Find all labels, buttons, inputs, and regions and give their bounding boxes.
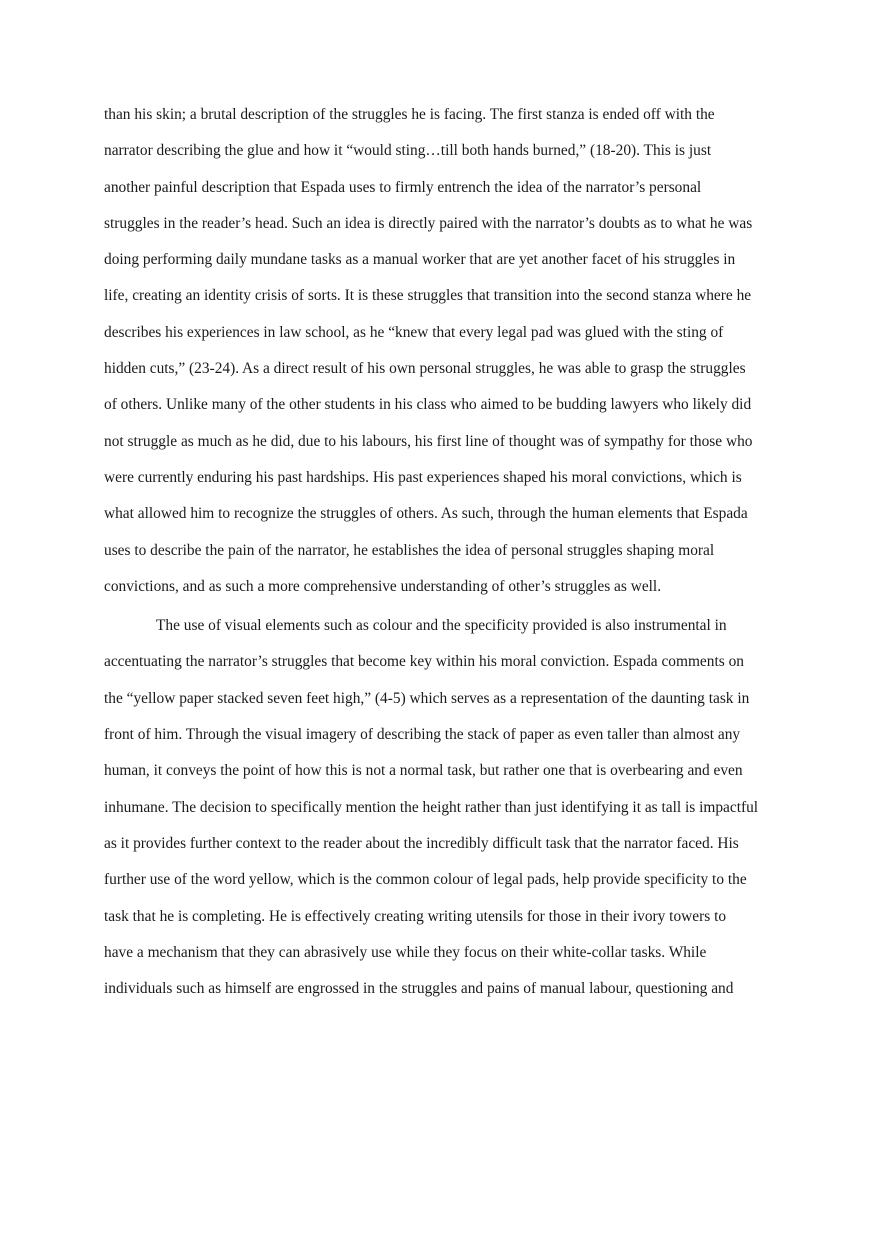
text-line: The use of visual elements such as colour and the specificity provided is also instrumental in	[156, 617, 727, 635]
text-line: doing performing daily mundane tasks as a manual worker that are yet another facet of his struggles in	[104, 251, 736, 269]
text-line: were currently enduring his past hardships. His past experiences shaped his moral convictions, which is	[104, 468, 742, 486]
text-line: not struggle as much as he did, due to his labours, his first line of thought was of sympathy for those who	[104, 432, 753, 450]
text-line: life, creating an identity crisis of sorts. It is these struggles that transition into the second stanza where he	[104, 287, 752, 305]
text-line: what allowed him to recognize the struggles of others. As such, through the human elements that Espada	[104, 505, 748, 523]
text-line: further use of the word yellow, which is the common colour of legal pads, help provide specificity to the	[104, 871, 747, 889]
text-line: hidden cuts,” (23-24). As a direct result of his own personal struggles, he was able to grasp the struggles	[104, 360, 746, 378]
text-line: human, it conveys the point of how this is not a normal task, but rather one that is overbearing and even	[104, 762, 743, 780]
paragraph-2	[104, 608, 784, 1007]
text-line: narrator describing the glue and how it “would sting…till both hands burned,” (18-20). This is just	[104, 142, 712, 160]
text-line: of others. Unlike many of the other students in his class who aimed to be budding lawyers who likely did	[104, 396, 752, 414]
text-line: have a mechanism that they can abrasively use while they focus on their white-collar tasks. While	[104, 943, 707, 961]
text-line: describes his experiences in law school, as he “knew that every legal pad was glued with the sting of	[104, 323, 724, 341]
paragraph-1	[104, 97, 784, 605]
text-line: struggles in the reader’s head. Such an idea is directly paired with the narrator’s doubts as to what he was	[104, 214, 753, 232]
text-line: convictions, and as such a more comprehensive understanding of other’s struggles as well.	[104, 577, 662, 595]
text-line: another painful description that Espada uses to firmly entrench the idea of the narrator’s personal	[104, 178, 702, 196]
text-line: inhumane. The decision to specifically mention the height rather than just identifying it as tall is impactful	[104, 798, 759, 816]
text-line: than his skin; a brutal description of the struggles he is facing. The first stanza is ended off with the	[104, 106, 715, 123]
text-line: front of him. Through the visual imagery of describing the stack of paper as even taller than almost any	[104, 726, 741, 744]
text-line: uses to describe the pain of the narrator, he establishes the idea of personal struggles shaping moral	[104, 541, 715, 559]
text-line: accentuating the narrator’s struggles that become key within his moral conviction. Espada comments on	[104, 653, 744, 671]
text-line: as it provides further context to the reader about the incredibly difficult task that the narrator faced. His	[104, 834, 739, 852]
text-line: the “yellow paper stacked seven feet high,” (4-5) which serves as a representation of the daunting task in	[104, 689, 750, 707]
text-line: task that he is completing. He is effectively creating writing utensils for those in their ivory towers to	[104, 907, 727, 925]
body-text	[104, 97, 784, 1007]
text-line: individuals such as himself are engrossed in the struggles and pains of manual labour, questioning and	[104, 980, 734, 998]
